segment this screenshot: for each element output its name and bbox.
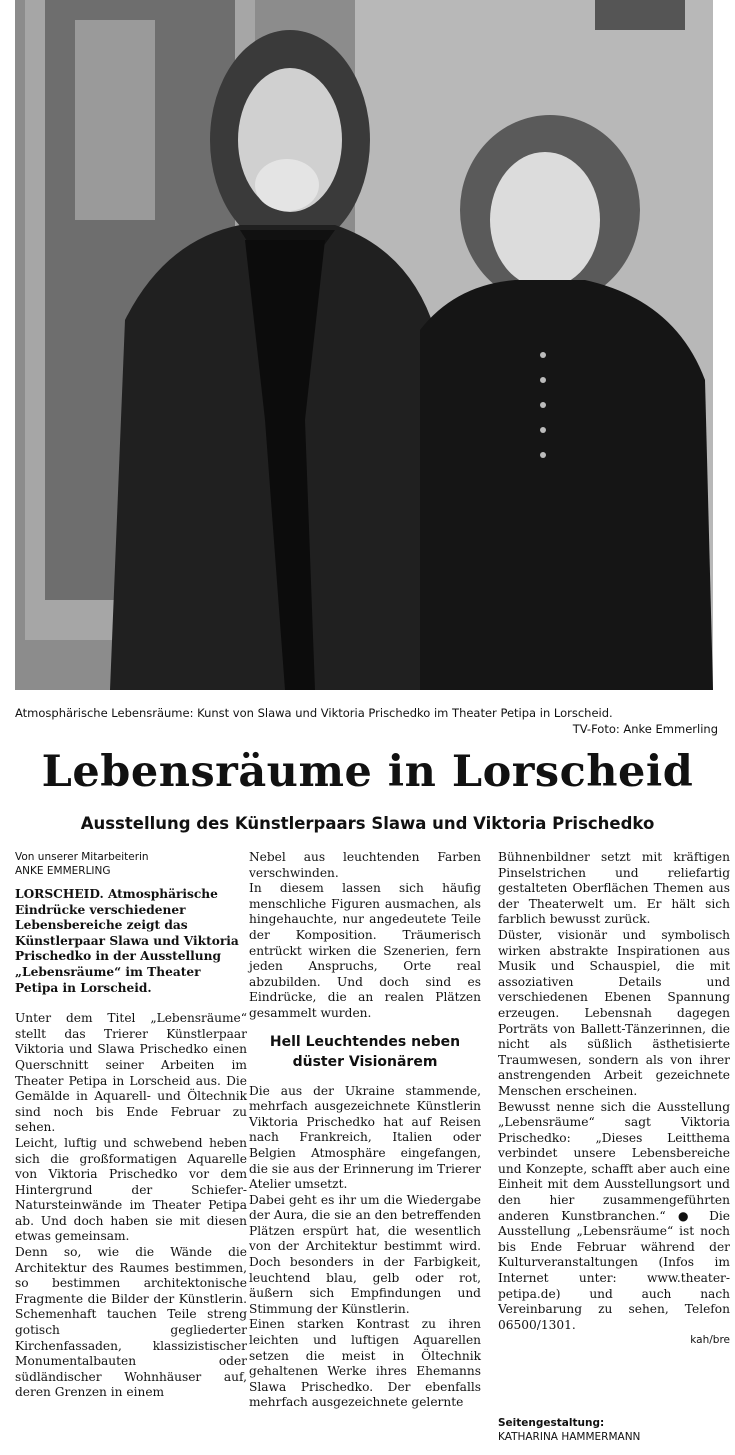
- photo-credit: TV-Foto: Anke Emmerling: [572, 722, 718, 736]
- column-2: [249, 850, 481, 1411]
- body-paragraph: Einen starken Kontrast zu ihren leichten und luftigen Aquarellen setzen die meist in Öltechnik gehaltenen Werke ihres Ehemanns Slawa Prischedko. Der ebenfalls mehrfach ausgezeichnete gelernte: [249, 1317, 481, 1410]
- byline-author: ANKE EMMERLING: [15, 865, 111, 877]
- page-layout-name: KATHARINA HAMMERMANN: [498, 1431, 641, 1443]
- subheadline: Ausstellung des Künstlerpaars Slawa und Viktoria Prischedko: [80, 814, 655, 833]
- photo-image: [15, 0, 713, 690]
- quote-text: Bewusst nenne sich die Ausstellung „Lebensräume“ sagt Viktoria Prischedko: „Dieses Leitthema verbindet unsere Lebensbereiche und Konzepte, schafft aber auch eine Einheit mit dem Ausstellungsort und den hier zusammengeführten anderen Kunstbranchen.“: [498, 1099, 730, 1223]
- body-paragraph: Dabei geht es ihr um die Wiedergabe der Aura, die sie an den betreffenden Plätzen erspürt hat, die wesentlich von der Architektur bestimmt wird. Doch besonders in der Farbigkeit, leuchtend blau, gelb oder rot, äußern sich Empfindungen und Stimmung der Künstlerin.: [249, 1192, 481, 1316]
- headline: Lebensräume in Lorscheid: [41, 747, 694, 797]
- body-paragraph: Unter dem Titel „Lebensräume“ stellt das Trierer Künstlerpaar Viktoria und Slawa Prischedko einen Querschnitt seiner Arbeiten im Theater Petipa in Lorscheid aus. Die Gemälde in Aquarell- und Öltechnik sind noch bis Ende Februar zu sehen.: [15, 1011, 247, 1135]
- page-layout-label: Seitengestaltung:: [498, 1417, 605, 1429]
- author-signature: kah/bre: [690, 1334, 730, 1347]
- article-photo: [15, 0, 713, 690]
- photo-caption-block: [15, 705, 718, 737]
- body-paragraph: Denn so, wie die Wände die Architektur des Raumes bestimmen, so bestimmen architektonische Fragmente die Bilder der Künstlerin. Schemenhaft tauchen Teile streng gotisch gegliederter Kirchenfassaden, klassizistischer Monumentalbauten oder südländischer Wohnhäuser auf, deren Grenzen in einem: [15, 1245, 247, 1400]
- body-paragraph: Nebel aus leuchtenden Farben verschwinden.: [249, 850, 481, 880]
- bullet-icon: ●: [677, 1208, 697, 1223]
- body-paragraph: Die aus der Ukraine stammende, mehrfach ausgezeichnete Künstlerin Viktoria Prischedko hat auf Reisen nach Frankreich, Italien oder Belgien Atmosphäre eingefangen, die sie aus der Erinnerung im Trierer Atelier umsetzt.: [249, 1083, 481, 1192]
- body-paragraph: Leicht, luftig und schwebend heben sich die großformatigen Aquarelle von Viktoria Prischedko vor dem Hintergrund der Schiefer-Natursteinwände im Theater Petipa ab. Und doch haben sie mit diesen etwas gemeinsam.: [15, 1135, 247, 1244]
- lead-paragraph: LORSCHEID. Atmosphärische Eindrücke verschiedener Lebensbereiche zeigt das Künstlerpaar Slawa und Viktoria Prischedko in der Ausstellung „Lebensräume“ im Theater Petipa in Lorscheid.: [15, 887, 239, 995]
- body-paragraph: In diesem lassen sich häufig menschliche Figuren ausmachen, als hingehauchte, nur angedeutete Teile der Komposition. Träumerisch entrückt wirken die Szenerien, fern jeden Anspruchs, Orte real abzubilden. Und doch sind es Eindrücke, die an realen Plätzen gesammelt wurden.: [249, 881, 481, 1020]
- column-1: [15, 850, 247, 1401]
- body-paragraph: Düster, visionär und symbolisch wirken abstrakte Inspirationen aus Musik und Schauspiel, die mit assoziativen Details und verschiedenen Ebenen Spannung erzeugen. Lebensnah dagegen Porträts von Ballett-Tänzerinnen, die nicht als süßlich ästhetisierte Traumwesen, sondern als von ihrer anstrengenden Arbeit gezeichnete Menschen erscheinen.: [498, 927, 730, 1098]
- column-3: [498, 850, 730, 1349]
- body-paragraph: [498, 1100, 730, 1334]
- body-paragraph: Bühnenbildner setzt mit kräftigen Pinselstrichen und reliefartig gestalteten Oberflächen Themen aus der Theaterwelt um. Er hält sich farblich bewusst zurück.: [498, 850, 730, 927]
- page-layout-credit: [498, 1416, 718, 1444]
- byline-label: Von unserer Mitarbeiterin: [15, 851, 149, 863]
- info-text: Die Ausstellung „Lebensräume“ ist noch bis Ende Februar während der Kulturveranstaltungen (Infos im Internet unter: www.theater-petipa.de) und auch nach Vereinbarung zu sehen, Telefon 06500/1301.: [498, 1208, 731, 1332]
- intermediate-heading: Hell Leuchtendes neben düster Visionärem: [269, 1033, 461, 1070]
- byline: [15, 850, 247, 878]
- photo-caption: Atmosphärische Lebensräume: Kunst von Slawa und Viktoria Prischedko im Theater Petipa in Lorscheid.: [15, 706, 613, 720]
